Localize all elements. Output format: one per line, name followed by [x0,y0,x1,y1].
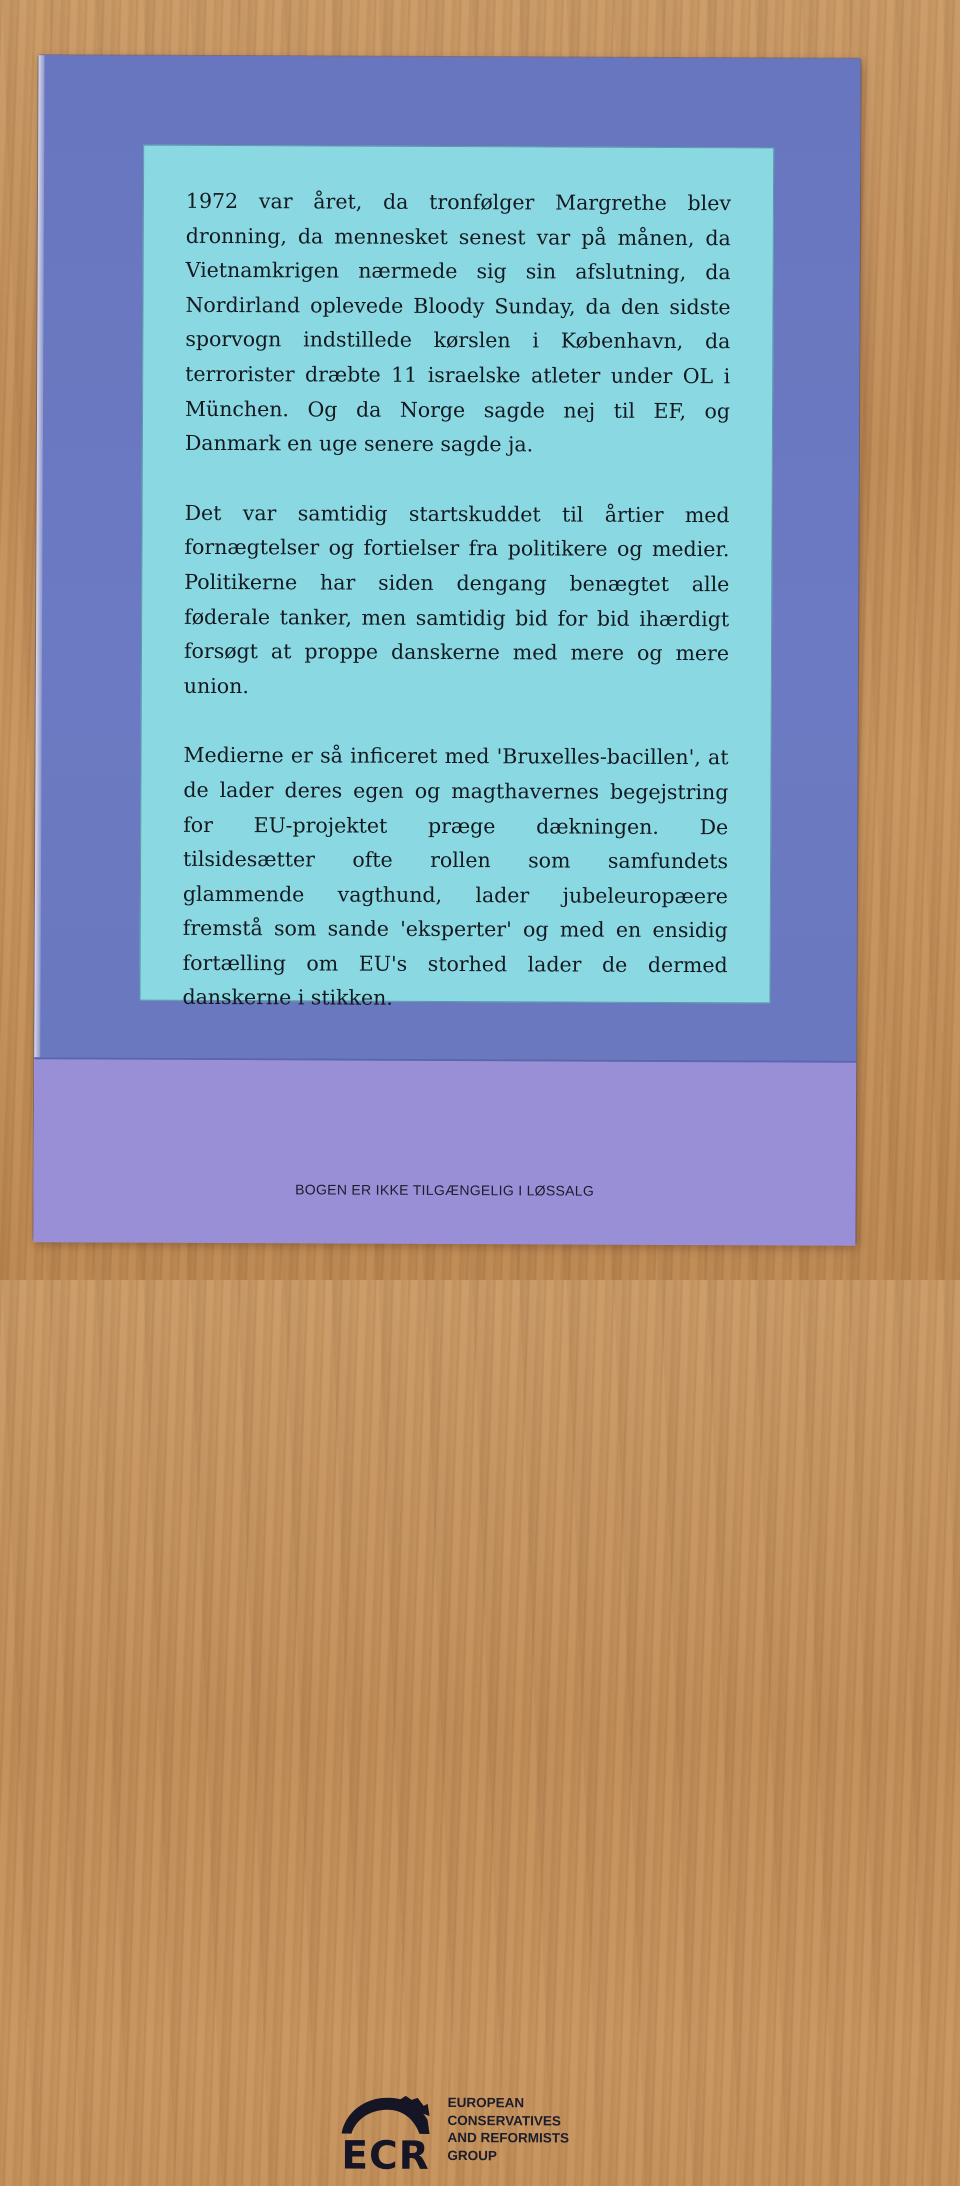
blurb-paragraph-1: 1972 var året, da tronfølger Margrethe blev dronning, da mennesket senest var på månen, da Vietnamkrigen nærmede sig sin afslutning, da Nordirland oplevede Bloody Sunday, da den sidste sporvogn indstillede kørslen i København, da terrorister dræbte 11 israelske atleter under OL i München. Og da Norge sagde nej til EF, og Danmark en uge senere sagde ja. [184,188,732,457]
book-back-cover [33,55,860,2179]
ecr-name-line-1: EUROPEAN [447,2095,525,2111]
ecr-name-line-2: CONSERVATIVES [447,2112,561,2129]
ecr-acronym: ECR [341,2133,430,2179]
ecr-name-line-4: GROUP [447,2147,497,2163]
ecr-logo [339,2094,639,2185]
blurb-paragraph-3: Medierne er så inficeret med 'Bruxelles-bacillen', at de lader deres egen og magthavernes begejstring for EU-projektet præge dækningen. De tilsidesætter ofte rollen som samfundets glammende vagthund, lader jubeleuropæere fremstå som sande 'eksperter' og med en ensidig fortælling om EU's storhed lader de dermed danskerne i stikken. [182,743,729,1011]
ecr-name-line-3: AND REFORMISTS [447,2130,570,2146]
not-for-sale-notice: BOGEN ER IKKE TILGÆNGELIG I LØSSALG [295,1181,595,1199]
blurb-paragraph-2: Det var samtidig startskuddet til årtier med fornægtelser og fortielser fra politikere og medier. Politikerne har siden dengang benægtet alle føderale tanker, men samtidig bid for bid ihærdigt forsøgt at proppe danskerne med mere og mere union. [183,500,730,698]
ecr-full-name [447,2094,569,2165]
blurb-panel [139,145,774,1011]
cover-bottom-band [33,1057,856,2179]
